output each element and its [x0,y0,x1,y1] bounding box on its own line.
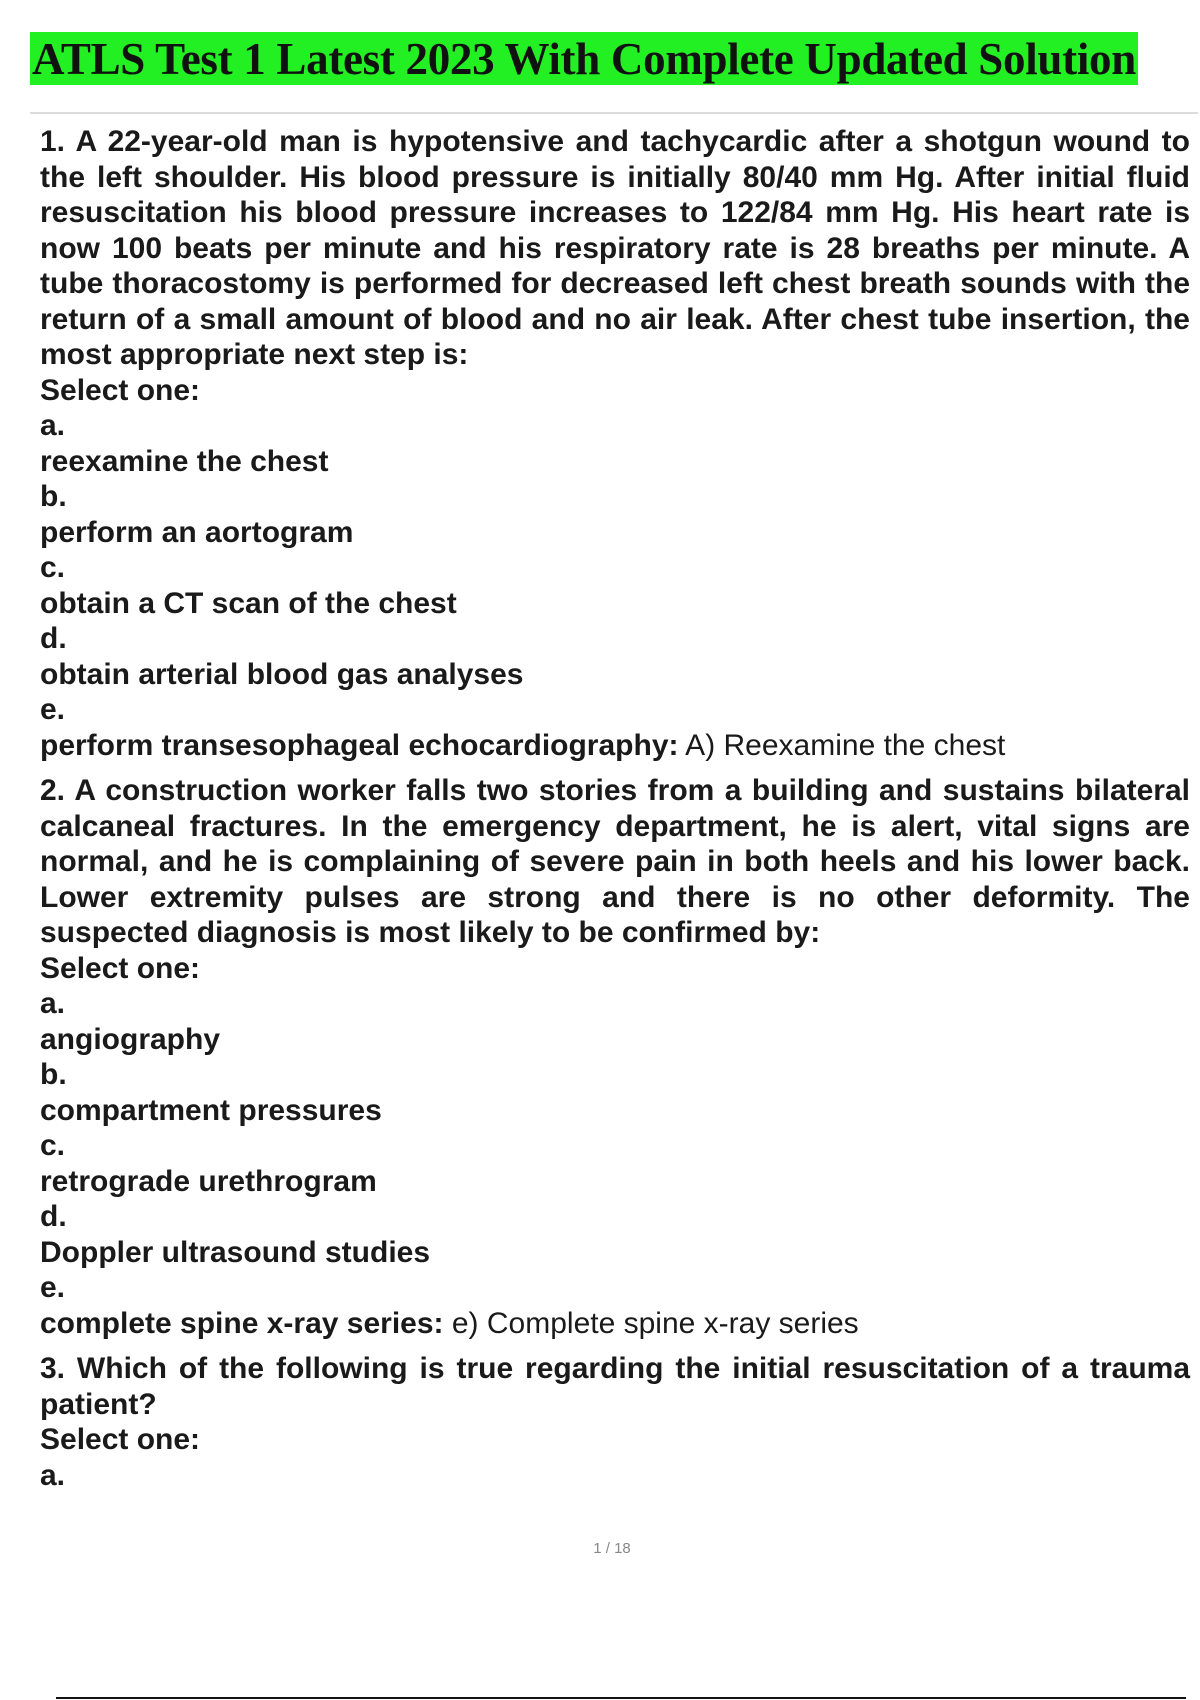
page-number: 1 / 18 [593,1540,631,1557]
option-text-b: compartment pressures [40,1093,382,1127]
answer-text: A) Reexamine the chest [678,728,1006,762]
title-divider [30,112,1198,114]
option-text-a: angiography [40,1022,221,1056]
question-2 [40,773,1190,1341]
page-title: ATLS Test 1 Latest 2023 With Complete Updated Solution [32,34,1136,84]
option-letter-c: c. [40,551,66,584]
option-letter-e: e. [40,693,66,726]
question-list [40,124,1190,1503]
option-text-c: retrograde urethrogram [40,1164,377,1198]
select-prompt: Select one: [40,373,201,407]
option-letter-b: b. [40,480,67,513]
option-letter-d: d. [40,622,67,655]
option-text-d: Doppler ultrasound studies [40,1235,431,1269]
select-prompt: Select one: [40,1423,201,1456]
option-letter-a: a. [40,409,66,442]
option-letter-e: e. [40,1271,66,1304]
footer-divider [56,1697,1186,1699]
option-text-a: reexamine the chest [40,444,329,478]
question-1 [40,124,1190,763]
option-text-e: perform transesophageal echocardiography: [40,728,679,762]
option-e-with-answer [40,728,1190,764]
option-letter-c: c. [40,1129,66,1162]
question-stem: 1. A 22-year-old man is hypotensive and tachycardic after a shotgun wound to the left shoulder. His blood pressure is initially 80/40 mm Hg. After initial fluid resuscitation his blood pressure increases to 122/84 mm Hg. His heart rate is now 100 beats per minute and his respiratory rate is 28 breaths per minute. A tube thoracostomy is performed for decreased left chest breath sounds with the return of a small amount of blood and no air leak. After chest tube insertion, the most appropriate next step is: [40,125,1190,371]
question-3 [40,1351,1190,1493]
option-letter-b: b. [40,1058,67,1091]
option-text-e: complete spine x-ray series: [40,1306,444,1340]
question-stem: 2. A construction worker falls two stories from a building and sustains bilateral calcaneal fractures. In the emergency department, he is alert, vital signs are normal, and he is complaining of severe pain in both heels and his lower back. Lower extremity pulses are strong and there is no other deformity. The suspected diagnosis is most likely to be confirmed by: [40,774,1190,949]
option-letter-a: a. [40,987,66,1020]
select-prompt: Select one: [40,951,201,985]
option-text-d: obtain arterial blood gas analyses [40,657,524,691]
option-letter-a: a. [40,1458,66,1492]
option-text-b: perform an aortogram [40,515,354,549]
answer-text: e) Complete spine x-ray series [443,1306,859,1340]
option-letter-d: d. [40,1200,67,1233]
question-stem: 3. Which of the following is true regarding the initial resuscitation of a trauma patient? [40,1352,1190,1421]
option-e-with-answer [40,1306,1190,1342]
document-header [30,32,1138,85]
option-text-c: obtain a CT scan of the chest [40,586,457,620]
